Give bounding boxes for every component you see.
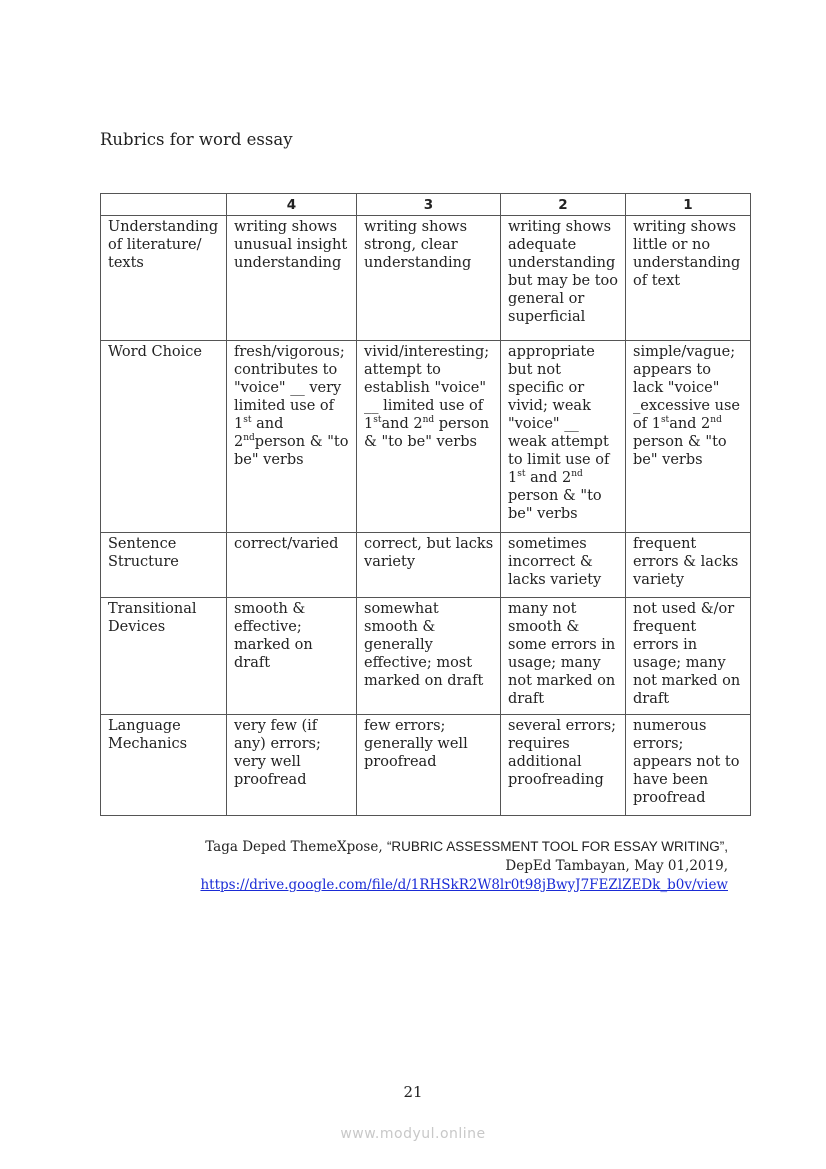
table-row xyxy=(101,341,751,533)
criterion-cell: Sentence Structure xyxy=(101,533,227,598)
score-cell: many not smooth & some errors in usage; many not marked on draft xyxy=(501,598,626,715)
table-row xyxy=(101,715,751,816)
score-cell: few errors; generally well proofread xyxy=(357,715,501,816)
score-cell: somewhat smooth & generally effective; most marked on draft xyxy=(357,598,501,715)
score-cell: correct, but lacks variety xyxy=(357,533,501,598)
header-score-3: 3 xyxy=(357,194,501,216)
score-cell: numerous errors; appears not to have been proofread xyxy=(626,715,751,816)
table-row xyxy=(101,216,751,341)
rubric-table xyxy=(100,193,751,816)
criterion-cell: Transitional Devices xyxy=(101,598,227,715)
table-row xyxy=(101,598,751,715)
score-cell: writing shows adequate understanding but may be too general or superficial xyxy=(501,216,626,341)
citation-title: “RUBRIC ASSESSMENT TOOL FOR ESSAY WRITING”, xyxy=(386,839,728,854)
header-criterion xyxy=(101,194,227,216)
score-cell: several errors; requires additional proofreading xyxy=(501,715,626,816)
criterion-cell: Language Mechanics xyxy=(101,715,227,816)
citation-source: DepEd Tambayan, May 01,2019, xyxy=(505,858,728,874)
score-cell: simple/vague; appears to lack "voice" _excessive use of 1stand 2nd person & "to be" verbs xyxy=(626,341,751,533)
score-cell: appropriate but not specific or vivid; weak "voice" __ weak attempt to limit use of 1st and 2nd person & "to be" verbs xyxy=(501,341,626,533)
table-row xyxy=(101,533,751,598)
citation-author: Taga Deped ThemeXpose, xyxy=(205,839,383,855)
score-cell: writing shows little or no understanding of text xyxy=(626,216,751,341)
score-cell: not used &/or frequent errors in usage; many not marked on draft xyxy=(626,598,751,715)
score-cell: very few (if any) errors; very well proofread xyxy=(227,715,357,816)
score-cell: vivid/interesting; attempt to establish "voice" __ limited use of 1stand 2nd person & "to be" verbs xyxy=(357,341,501,533)
citation xyxy=(200,837,728,895)
score-cell: frequent errors & lacks variety xyxy=(626,533,751,598)
score-cell: correct/varied xyxy=(227,533,357,598)
header-score-2: 2 xyxy=(501,194,626,216)
score-cell: writing shows unusual insight understanding xyxy=(227,216,357,341)
criterion-cell: Word Choice xyxy=(101,341,227,533)
header-score-1: 1 xyxy=(626,194,751,216)
watermark: www.modyul.online xyxy=(340,1126,486,1142)
criterion-cell: Understanding of literature/ texts xyxy=(101,216,227,341)
score-cell: writing shows strong, clear understanding xyxy=(357,216,501,341)
page-title: Rubrics for word essay xyxy=(100,130,293,149)
citation-link[interactable]: https://drive.google.com/file/d/1RHSkR2W8lr0t98jBwyJ7FEZlZEDk_b0v/view xyxy=(200,877,728,893)
score-cell: fresh/vigorous; contributes to "voice" __ very limited use of 1st and 2ndperson & "to be" verbs xyxy=(227,341,357,533)
header-score-4: 4 xyxy=(227,194,357,216)
citation-line-1 xyxy=(200,837,728,857)
score-cell: smooth & effective; marked on draft xyxy=(227,598,357,715)
score-cell: sometimes incorrect & lacks variety xyxy=(501,533,626,598)
page-number: 21 xyxy=(403,1083,423,1101)
header-row xyxy=(101,194,751,216)
